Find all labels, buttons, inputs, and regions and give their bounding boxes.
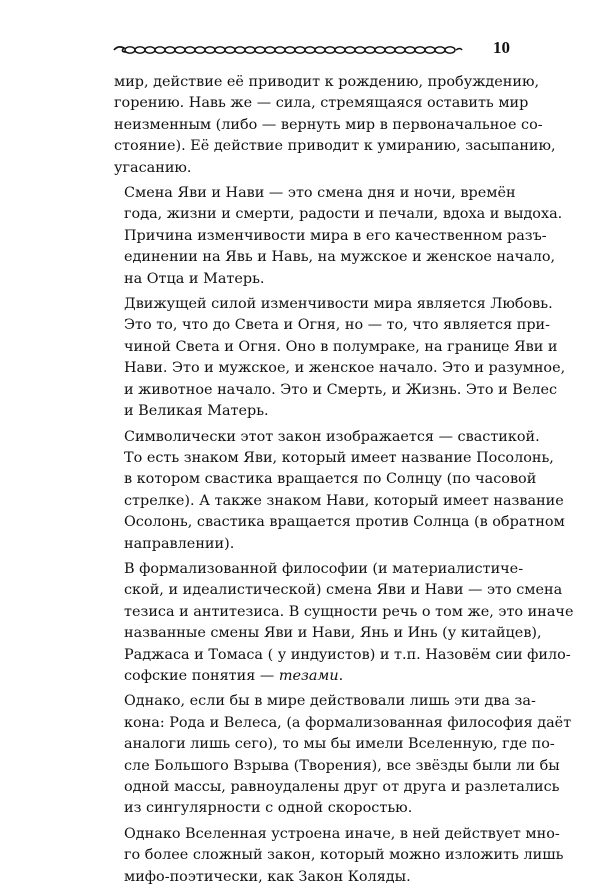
text-line: мифо-поэтически, как Закон Коляды. bbox=[124, 868, 411, 885]
text-line: Символически этот закон изображается — свастикой. bbox=[124, 428, 540, 445]
text-line: Движущей силой изменчивости мира является Любовь. bbox=[124, 296, 553, 313]
page-header bbox=[112, 38, 510, 62]
paragraph bbox=[114, 559, 574, 687]
text-line: и Великая Матерь. bbox=[124, 403, 269, 420]
text-line: Это то, что до Света и Огня, но — то, что является при- bbox=[124, 317, 550, 334]
ornamental-rule-icon bbox=[112, 43, 464, 57]
text-line: из сингулярности с одной скоростью. bbox=[124, 800, 413, 817]
text-line: стрелке). А также знаком Нави, который имеет название bbox=[124, 492, 564, 509]
text-line: названные смены Яви и Нави, Янь и Инь (у китайцев), bbox=[124, 625, 542, 642]
text-line: сле Большого Взрыва (Творения), все звёзды были ли бы bbox=[124, 757, 560, 774]
text-line: го более сложный закон, который можно изложить лишь bbox=[124, 847, 564, 864]
text-line: неизменным (либо — вернуть мир в первоначальное со- bbox=[114, 116, 543, 133]
text-line: ской, и идеалистической) смена Яви и Нави — это смена bbox=[124, 582, 563, 599]
text-line: угасанию. bbox=[114, 159, 192, 176]
text-line: Однако, если бы в мире действовали лишь эти два за- bbox=[124, 693, 536, 710]
text-line: Однако Вселенная устроена иначе, в ней действует мно- bbox=[124, 825, 560, 842]
text-fragment: софские понятия — bbox=[124, 667, 279, 684]
text-line bbox=[114, 666, 508, 687]
text-line: Причина изменчивости мира в его качественном разъ- bbox=[124, 227, 547, 244]
text-line: единении на Явь и Навь, на мужское и женское начало, bbox=[124, 249, 556, 266]
text-fragment: . bbox=[338, 667, 344, 684]
text-line: тезиса и антитезиса. В сущности речь о том же, это иначе bbox=[124, 603, 574, 620]
paragraph bbox=[114, 427, 565, 555]
text-line: и животное начало. Это и Смерть, и Жизнь. Это и Велес bbox=[124, 381, 558, 398]
text-line: Раджаса и Томаса ( у индуистов) и т.п. Назовём сии фило- bbox=[124, 646, 571, 663]
paragraph bbox=[114, 691, 572, 819]
text-line: кона: Рода и Велеса, (а формализованная философия даёт bbox=[124, 714, 572, 731]
text-line: Осолонь, свастика вращается против Солнца (в обратном bbox=[124, 514, 565, 531]
paragraph bbox=[114, 294, 566, 422]
body-text bbox=[114, 72, 574, 892]
text-line: аналоги лишь сего), то мы бы имели Вселенную, где по- bbox=[124, 736, 555, 753]
text-line: на Отца и Матерь. bbox=[124, 270, 265, 287]
text-line: В формализованной философии (и материалистиче- bbox=[124, 560, 524, 577]
text-line: мир, действие её приводит к рождению, пробуждению, bbox=[114, 74, 540, 90]
text-line: То есть знаком Яви, который имеет название Посолонь, bbox=[124, 449, 554, 466]
text-line: стояние). Её действие приводит к умиранию, засыпанию, bbox=[114, 138, 556, 155]
text-line: в котором свастика вращается по Солнцу (по часовой bbox=[124, 471, 537, 488]
emphasized-term: тезами bbox=[278, 667, 339, 684]
text-line: чиной Света и Огня. Оно в полумраке, на границе Яви и bbox=[124, 338, 558, 355]
text-line: Смена Яви и Нави — это смена дня и ночи, времён bbox=[124, 185, 516, 202]
text-line: горению. Навь же — сила, стремящаяся оставить мир bbox=[114, 95, 529, 112]
paragraph bbox=[114, 72, 556, 179]
page-number: 10 bbox=[493, 38, 510, 57]
text-line: года, жизни и смерти, радости и печали, вдоха и выдоха. bbox=[124, 206, 563, 223]
text-line: Нави. Это и мужское, и женское начало. Это и разумное, bbox=[124, 360, 566, 377]
text-line: одной массы, равноудалены друг от друга и разлетались bbox=[124, 779, 560, 795]
paragraph bbox=[114, 824, 564, 888]
paragraph bbox=[114, 183, 563, 290]
text-line: направлении). bbox=[124, 535, 235, 552]
